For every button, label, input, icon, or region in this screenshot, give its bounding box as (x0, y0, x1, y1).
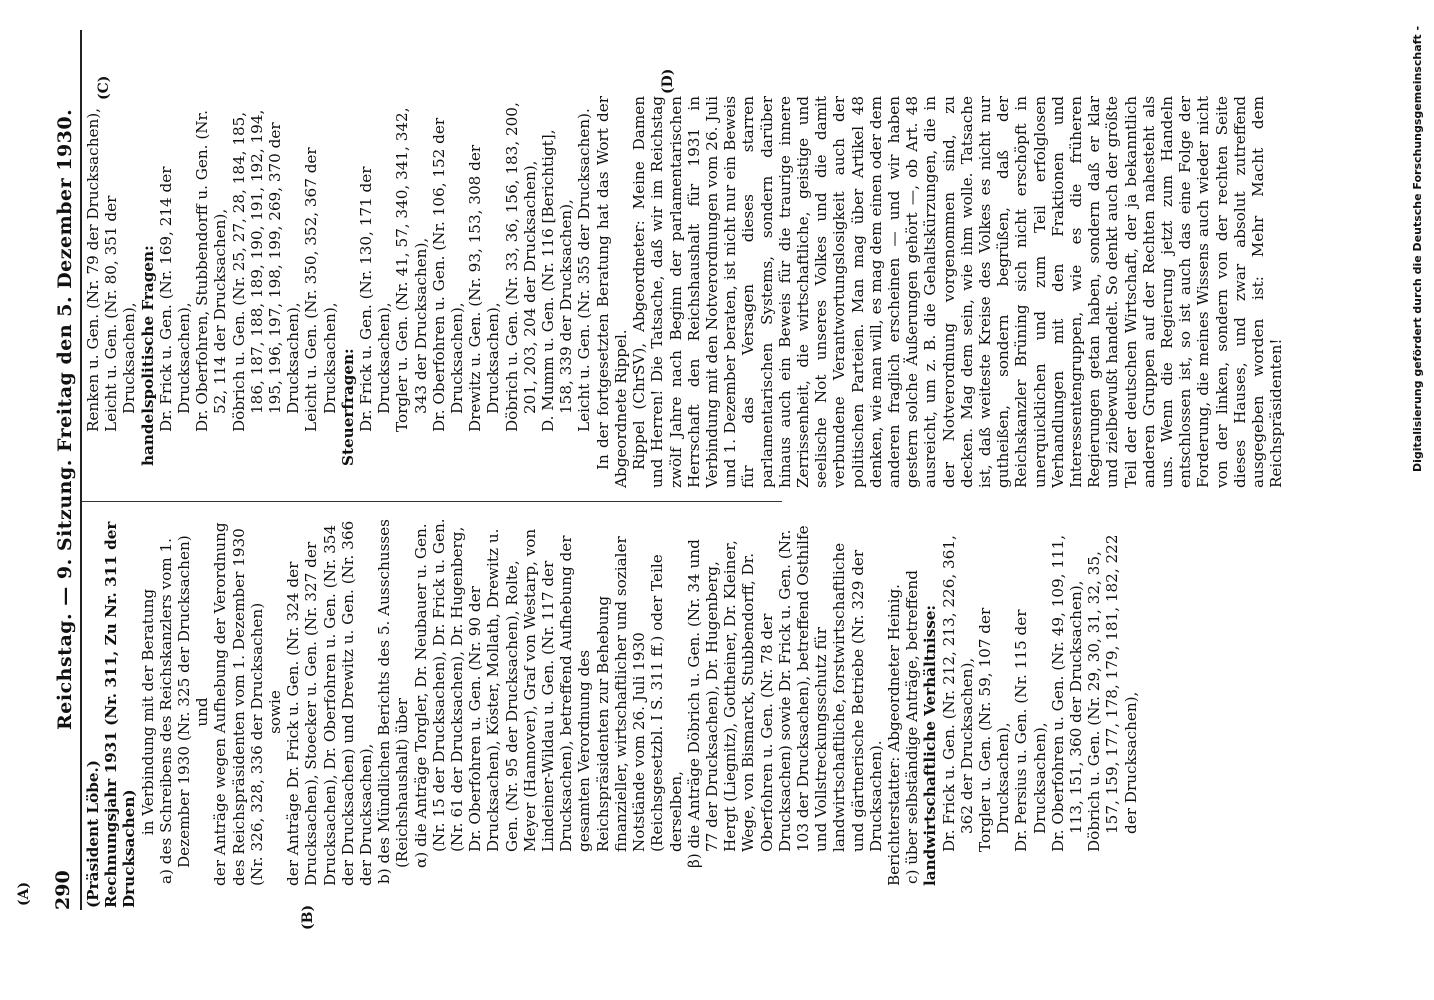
paragraph: Leicht u. Gen. (Nr. 355 der Drucksachen). (575, 108, 594, 432)
page-number: 290 (52, 870, 74, 910)
paragraph: Drewitz u. Gen. (Nr. 93, 153, 308 der Drucksachen), (466, 144, 503, 432)
paragraph: Dr. Oberfohren, Stubbendorff u. Gen. (Nr. 52, 114 der Drucksachen), (193, 110, 230, 432)
paragraph: β) die Anträge Döbrich u. Gen. (Nr. 34 und 77 der Drucksachen), Dr. Hugenberg, Hergt (Liegnitz), Gottheiner, Dr. Kleiner, Wege, von Bismarck, Stubbendorff, Dr. Oberfohren u. Gen. (Nr. 78 der Drucksachen) sowie Dr. Frick u. Gen. (Nr. 103 der Drucksachen), betreffend Osthilfe und Vollstreckungsschutz für landwirtschaftliche, forstwirtschaftliche und gärtnerische Betriebe (Nr. 329 der Drucksachen). (684, 525, 885, 868)
paragraph: der Anträge Dr. Frick u. Gen. (Nr. 324 der Drucksachen), Stoecker u. Gen. (Nr. 327 der Drucksachen), Dr. Oberfohren u. Gen. (Nr. 354 der Drucksachen) und Drewitz u. Gen. (Nr. 366 der Drucksachen), (284, 520, 376, 886)
paragraph: α) die Anträge Torgler, Dr. Neubauer u. Gen. (Nr. 15 der Drucksachen), Dr. Frick u. Gen. (Nr. 61 der Drucksachen), Dr. Hugenberg, Dr. Oberfohren u. Gen. (Nr. 90 der Drucksachen), Köster, Mollath, Drewitz u. Gen. (Nr. 95 der Drucksachen), Rolte, Meyer (Hannover), Graf von Westarp, von Lindeiner-Wildau u. Gen. (Nr. 117 der Drucksachen), betreffend Aufhebung der gesamten Verordnung des Reichspräsidenten zur Behebung finanzieller, wirtschaftlicher und sozialer Notstände vom 26. Juli 1930 (Reichsgesetzbl. I S. 311 ff.) oder Teile derselben, (411, 518, 685, 868)
digitization-stamp (1404, 6, 1432, 476)
paragraph: Torgler u. Gen. (Nr. 59, 107 der Drucksachen), (975, 607, 1013, 852)
running-title: Reichstag. — 9. Sitzung. Freitag den 5. Dezember 1930. (54, 108, 76, 730)
margin-mark-d: (D) (660, 68, 676, 94)
paragraph: Renken u. Gen. (Nr. 79 der Drucksachen), (84, 108, 102, 432)
paragraph: Döbrich u. Gen. (Nr. 29, 30, 31, 32, 35, 157, 159, 177, 178, 179, 181, 182, 222 der Drucksachen), (1085, 534, 1140, 852)
paragraph: in Verbindung mit der Beratung (138, 588, 157, 836)
paragraph: sowie (266, 690, 285, 734)
margin-mark-c: (C) (96, 75, 112, 100)
paragraph: Dr. Oberfohren u. Gen. (Nr. 49, 109, 111, 113, 151, 360 der Drucksachen), (1048, 534, 1085, 852)
paragraph: Rippel (ChrSV), Abgeordneter: Meine Damen und Herren! Die Tatsache, daß wir im Reichstag zwölf Jahre nach Beginn der parlamentarischen Herrschaft den Reichshaushalt für 1931 in Verbindung mit den Notverordnungen vom 26. Juli und 1. Dezember beraten, ist nicht nur ein Beweis für das Versagen dieses starren parlamentarischen Systems, sondern darüber hinaus auch ein Beweis für die traurige innere Zerrissenheit, die wirtschaftliche, geistige und seelische Not unseres Volkes und die damit verbundene Verantwortungslosigkeit auch der politischen Parteien. Man mag über Artikel 48 denken, wie man will, es mag dem einen oder dem anderen fraglich erscheinen — und wir haben gestern solche Äußerungen gehört —, ob Art. 48 ausreicht, um z. B. die Gehaltskürzungen, die in der Notverordnung vorgenommen sind, zu decken. Mag dem sein, wie ihm wolle. Tatsache ist, daß weiteste Kreise des Volkes es nicht nur gutheißen, sondern begrüßen, daß der Reichskanzler Brüning sich nicht erschöpft in unerquicklichen und zum Teil erfolglosen Verhandlungen mit den Fraktionen und Interessentengruppen, wie es die früheren Regierungen getan haben, sondern daß er klar und zielbewußt handelt. So denkt auch der größte Teil der deutschen Wirtschaft, der ja bekanntlich anderen Gruppen auf der Rechten nahesteht als uns. Wenn die Regierung jetzt zum Handeln entschlossen ist, so ist auch das eine Folge der Forderung, die meines Wissens auch wieder nicht von der linken, sondern von der rechten Seite dieses Hauses, und zwar absolut zutreffend ausgegeben worden ist: Mehr Macht dem Reichspräsidenten! (630, 96, 1286, 488)
left-column (84, 516, 1140, 908)
paragraph: D. Mumm u. Gen. (Nr. 116 [Berichtigt], 158, 339 der Drucksachen), (539, 129, 576, 432)
paragraph: c) über selbständige Anträge, betreffend (903, 570, 922, 884)
paragraph: und (193, 697, 212, 727)
header-rule (80, 30, 82, 910)
paragraph: Dr. Oberfohren u. Gen. (Nr. 106, 152 der Drucksachen), (429, 117, 467, 432)
paragraph: Dr. Frick u. Gen. (Nr. 169, 214 der Drucksachen), (156, 166, 194, 432)
paragraph: landwirtschaftliche Verhältnisse: (921, 604, 940, 886)
paragraph: Rechnungsjahr 1931 (Nr. 311, Zu Nr. 311 der Drucksachen) (102, 521, 139, 908)
paragraph: Leicht u. Gen. (Nr. 350, 352, 367 der Drucksachen), (302, 147, 339, 432)
margin-mark-a: (A) (16, 881, 32, 906)
paragraph: Dr. Frick u. Gen. (Nr. 212, 213, 226, 361, 362 der Drucksachen), (939, 535, 976, 852)
paragraph: Döbrich u. Gen. (Nr. 33, 36, 156, 183, 200, 201, 203, 204 der Drucksachen), (502, 102, 539, 432)
paragraph: Torgler u. Gen. (Nr. 41, 57, 340, 341, 342, 343 der Drucksachen), (393, 107, 430, 432)
paragraph: Steuerfragen: (338, 348, 357, 466)
right-column (84, 96, 1285, 488)
paragraph: der Anträge wegen Aufhebung der Verordnung des Reichspräsidenten vom 1. Dezember 1930 (Nr. 326, 328, 336 der Drucksachen) (211, 522, 266, 886)
paragraph: a) des Schreibens des Reichskanzlers vom 1. Dezember 1930 (Nr. 325 der Drucksachen) (156, 535, 194, 884)
paragraph: b) des Mündlichen Berichts des 5. Ausschusses (Reichshaushalt) über (375, 519, 412, 884)
paragraph: Dr. Frick u. Gen. (Nr. 130, 171 der Drucksachen), (357, 166, 394, 432)
paragraph: Dr. Persius u. Gen. (Nr. 115 der Drucksachen), (1012, 609, 1049, 852)
paragraph: Leicht u. Gen. (Nr. 80, 351 der Drucksachen), (102, 195, 139, 432)
paragraph: handelspolitische Fragen: (138, 245, 157, 466)
margin-mark-b: (B) (300, 904, 316, 930)
paragraph: Berichterstatter: Abgeordneter Heinig. (884, 583, 903, 886)
paragraph: In der fortgesetzten Beratung hat das Wort der Abgeordnete Rippel. (593, 96, 630, 488)
stamp-text: Digitalisierung gefördert durch die Deutsche Forschungsgemeinschaft - (1411, 25, 1424, 472)
page-header (44, 50, 84, 910)
column-divider (82, 501, 782, 502)
paragraph: Döbrich u. Gen. (Nr. 25, 27, 28, 184, 185, 186, 187, 188, 189, 190, 191, 192, 194, 195, 196, 197, 198, 199, 269, 370 der Drucksachen), (229, 109, 303, 432)
paragraph: (Präsident Löbe.) (84, 760, 102, 908)
